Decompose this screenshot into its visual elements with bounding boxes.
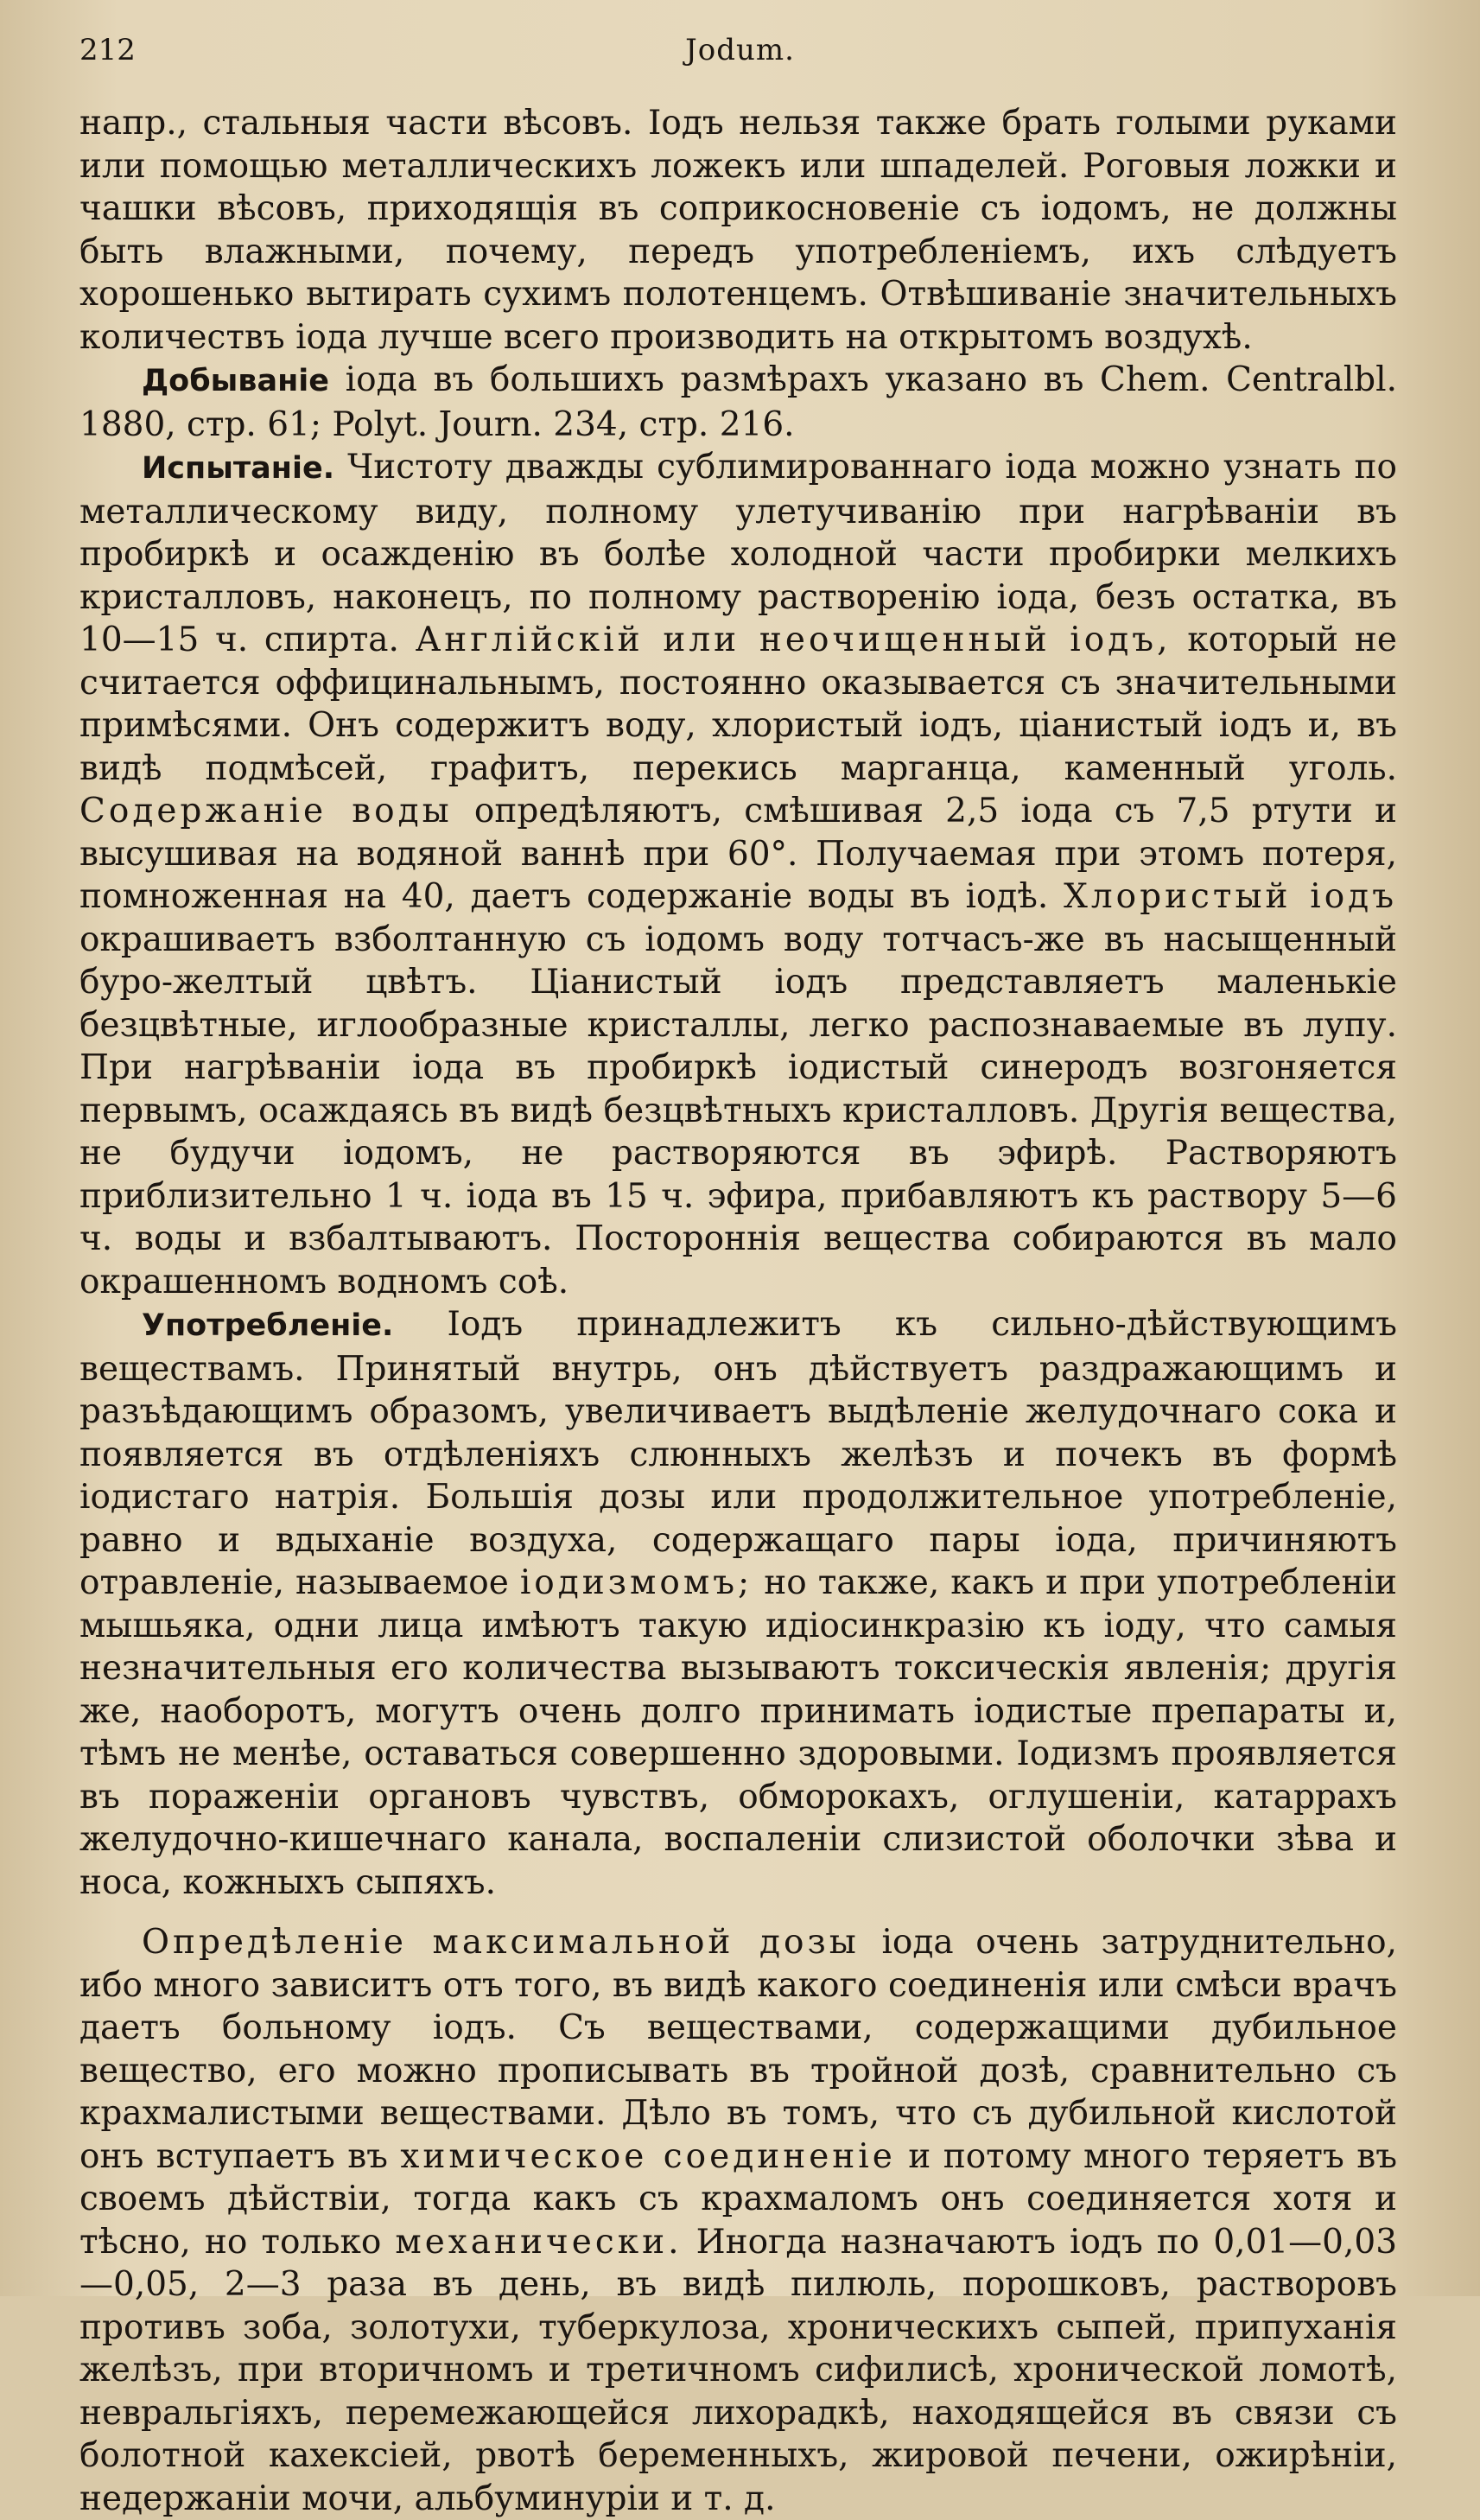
section-heading-testing: Испытаніе.: [142, 451, 334, 486]
paragraph-text: который не считается оффицинальнымъ, постоянно оказывается съ значительными примѣсями. Онъ содержитъ воду, хлористый іодъ, ціанистый іодъ и, въ видѣ подмѣсей, графитъ, перекись марганца, каменный уголь.: [79, 620, 1397, 788]
paragraph-text: напр., стальныя части вѣсовъ. Іодъ нельзя также брать голыми руками или помощью металлическихъ ложекъ или шпаделей. Роговыя ложки и чашки вѣсовъ, приходящія въ соприкосновеніе съ іодомъ, не должны быть влажными, почему, передъ употребленіемъ, ихъ слѣдуетъ хорошенько вытирать сухимъ полотенцемъ. Отвѣшиваніе значительныхъ количествъ іода лучше всего производить на открытомъ воздухѣ.: [79, 104, 1397, 357]
spaced-emphasis: Англійскій или неочищенный іодъ,: [415, 620, 1172, 659]
paragraph-text: но также, какъ и при употребленіи мышьяка, одни лица имѣютъ такую идіосинкразію къ іоду, что самыя незначительныя его количества вызываютъ токсическія явленія; другія же, наоборотъ, могутъ очень долго принимать іодистые препараты и, тѣмъ не менѣе, оставаться совершенно здоровыми. Іодизмъ проявляется въ пораженіи органовъ чувствъ, обморокахъ, оглушеніи, катаррахъ желудочно-кишечнаго канала, воспаленіи слизистой оболочки зѣва и носа, кожныхъ сыпяхъ.: [79, 1563, 1397, 1902]
paragraph-text: и потому много теряетъ въ своемъ дѣйствіи, тогда какъ съ крахмаломъ онъ соединяется хотя и тѣсно, но только: [79, 2136, 1398, 2262]
page-body: [79, 102, 1397, 2520]
running-title: Jodum.: [685, 33, 795, 67]
spaced-emphasis: Хлористый іодъ: [1064, 877, 1398, 916]
section-heading-usage: Употребленіе.: [142, 1308, 394, 1343]
spaced-emphasis: іодизмомъ;: [519, 1563, 753, 1602]
paragraph-max-dose: [79, 1921, 1397, 2520]
paragraph-text: Иногда назначаютъ іодъ по 0,01—0,03—0,05, 2—3 раза въ день, въ видѣ пилюль, порошковъ, растворовъ противъ зоба, золотухи, туберкулоза, хроническихъ сыпей, припуханія желѣзъ, при вторичномъ и третичномъ сифилисѣ, хронической ломотѣ, невральгіяхъ, перемежающейся лихорадкѣ, находящейся въ связи съ болотной кахексіей, рвотѣ беременныхъ, жировой печени, ожирѣніи, недержаніи мочи, альбуминуріи и т. д.: [79, 2222, 1398, 2518]
paragraph-production: [79, 359, 1397, 446]
paragraph-storage: [79, 102, 1397, 359]
page-number: 212: [79, 33, 136, 67]
paragraph-text: опредѣляютъ, смѣшивая 2,5 іода съ 7,5 ртути и высушивая на водяной ваннѣ при 60°. Получаемая при этомъ потеря, помноженная на 40, даетъ содержаніе воды въ іодѣ.: [79, 792, 1397, 916]
spaced-emphasis: механически.: [395, 2222, 683, 2262]
paragraph-text: Чистоту дважды сублимированнаго іода можно узнать по металлическому виду, полному улетучиванію при нагрѣваніи въ пробиркѣ и осажденію въ болѣе холодной части пробирки мелкихъ кристалловъ, наконецъ, по полному растворенію іода, безъ остатка, въ 10—15 ч. спирта.: [79, 448, 1397, 659]
paragraph-testing: [79, 446, 1397, 1303]
paragraph-usage: [79, 1303, 1397, 1904]
paragraph-text: окрашиваетъ взболтанную съ іодомъ воду тотчасъ-же въ насыщенный буро-желтый цвѣтъ. Ціанистый іодъ представляетъ маленькіе безцвѣтные, иглообразные кристаллы, легко распознаваемые въ лупу. При нагрѣваніи іода въ пробиркѣ іодистый синеродъ возгоняется первымъ, осаждаясь въ видѣ безцвѣтныхъ кристалловъ. Другія вещества, не будучи іодомъ, не растворяются въ эфирѣ. Растворяютъ приблизительно 1 ч. іода въ 15 ч. эфира, прибавляютъ къ раствору 5—6 ч. воды и взбалтываютъ. Постороннія вещества собираются въ мало окрашенномъ водномъ соѣ.: [79, 920, 1397, 1301]
spaced-emphasis: Содержаніе воды: [79, 792, 453, 830]
section-heading-production: Добываніе: [142, 364, 329, 398]
page-header: [79, 33, 1401, 76]
spaced-emphasis: химическое соединеніе: [400, 2136, 896, 2176]
spaced-emphasis: Опредѣленіе максимальной дозы: [142, 1923, 860, 1962]
paragraph-text: іода въ большихъ размѣрахъ указано въ Chem. Centralbl. 1880, стр. 61; Polyt. Journ. 234, стр. 216.: [79, 360, 1397, 444]
paragraph-text: Іодъ принадлежитъ къ сильно-дѣйствующимъ веществамъ. Принятый внутрь, онъ дѣйствуетъ раздражающимъ и разъѣдающимъ образомъ, увеличиваетъ выдѣленіе желудочнаго сока и появляется въ отдѣленіяхъ слюнныхъ желѣзъ и почекъ въ формѣ іодистаго натрія. Большія дозы или продолжительное употребленіе, равно и вдыханіе воздуха, содержащаго пары іода, причиняютъ отравленіе, называемое: [79, 1305, 1397, 1602]
paragraph-text: іода очень затруднительно, ибо много зависитъ отъ того, въ видѣ какого соединенія или смѣси врачъ даетъ больному іодъ. Съ веществами, содержащими дубильное вещество, его можно прописывать въ тройной дозѣ, сравнительно съ крахмалистыми веществами. Дѣло въ томъ, что съ дубильной кислотой онъ вступаетъ въ: [79, 1923, 1397, 2176]
